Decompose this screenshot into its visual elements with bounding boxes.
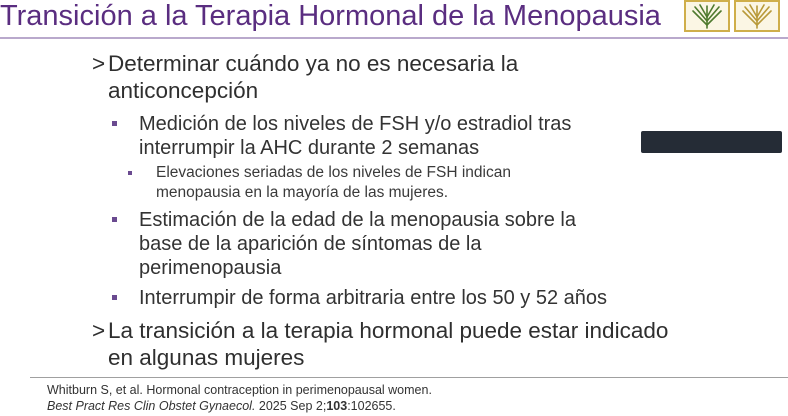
palm-logo [684, 0, 730, 32]
title-divider [0, 37, 788, 39]
bullet-text: Interrumpir de forma arbitraria entre los 50 y 52 años [139, 287, 607, 309]
sub-bullet [112, 286, 652, 310]
bullet-text: Elevaciones seriadas de los niveles de FSH indican menopausia en la mayoría de las mujeres. [156, 164, 511, 201]
redaction-bar [641, 131, 782, 153]
bullet-marker: > [92, 51, 106, 76]
footer-divider [30, 377, 788, 378]
square-bullet-icon [112, 121, 117, 126]
sub-sub-bullet [128, 163, 598, 203]
bullet-marker: > [92, 318, 106, 343]
bullet-text: La transición a la terapia hormonal puede estar indicado en algunas mujeres [108, 318, 669, 370]
bullet-text: Determinar cuándo ya no es necesaria la anticoncepción [108, 51, 519, 103]
bullet-text: Estimación de la edad de la menopausia sobre la base de la aparición de síntomas de la perimenopausia [139, 209, 576, 279]
slide-title: Transición a la Terapia Hormonal de la Menopausia [0, 0, 661, 32]
palm-logo [734, 0, 780, 32]
citation-date: 2025 Sep 2; [255, 399, 327, 413]
journal-name: Best Pract Res Clin Obstet Gynaecol. [47, 399, 256, 413]
citation-volume: 103 [326, 399, 348, 413]
citation-pages: :102655. [347, 399, 396, 413]
square-bullet-icon [112, 295, 117, 300]
sub-bullet [112, 208, 622, 280]
square-bullet-icon [112, 217, 117, 222]
main-bullet [92, 317, 672, 371]
logo-group [682, 0, 788, 34]
main-bullet [92, 50, 612, 104]
sub-bullet [112, 112, 622, 160]
bullet-text: Medición de los niveles de FSH y/o estradiol tras interrumpir la AHC durante 2 semanas [139, 113, 572, 159]
square-bullet-icon [128, 171, 132, 175]
reference-citation [47, 398, 396, 414]
reference-line: Whitburn S, et al. Hormonal contraception in perimenopausal women. [47, 383, 432, 397]
